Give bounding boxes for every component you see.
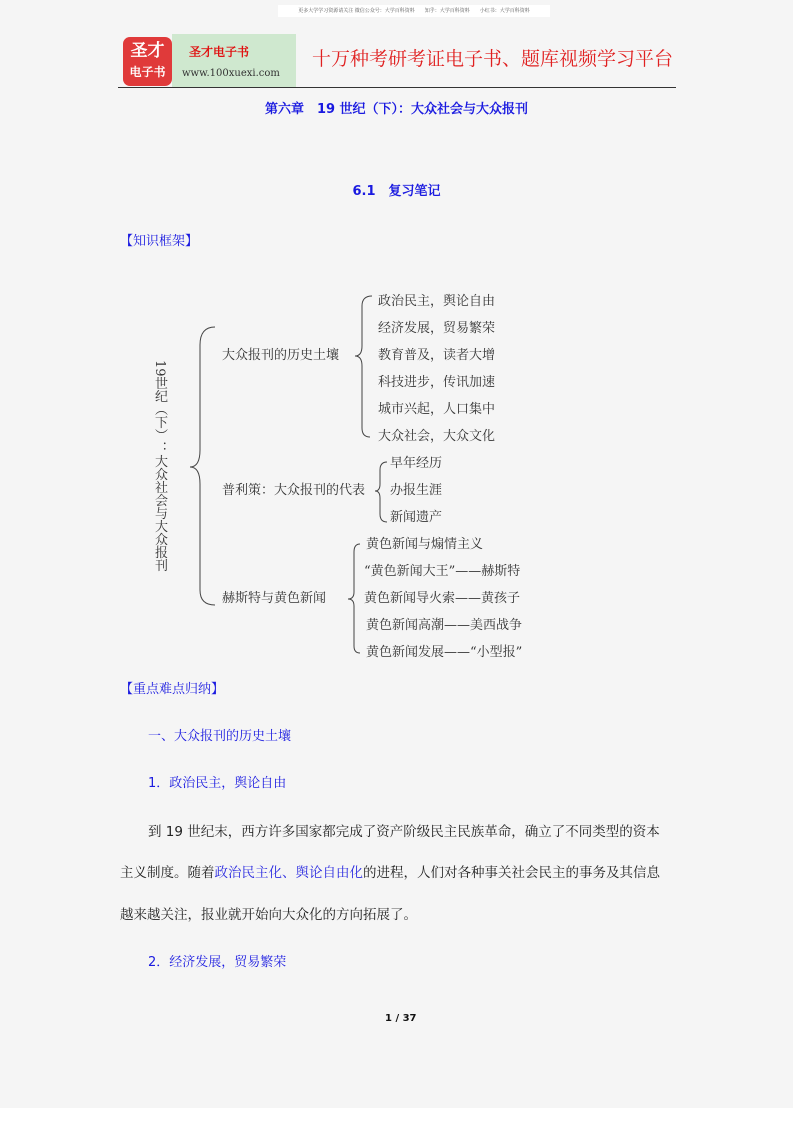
branch-3-item: “黄色新闻大王”——赫斯特 [364, 564, 521, 579]
brace-2 [375, 462, 387, 522]
paragraph-line: 越来越关注，报业就开始向大众化的方向拓展了。 [120, 907, 417, 923]
branch-2-label: 普利策：大众报刊的代表 [222, 483, 366, 498]
logo-text: 圣才 [130, 41, 165, 61]
branch-2-item: 早年经历 [390, 456, 443, 471]
heading-1: 一、大众报刊的历史土壤 [148, 729, 292, 744]
branch-2-item: 新闻遗产 [390, 510, 443, 525]
logo-subtext: 电子书 [129, 65, 166, 79]
key-points-label: 【重点难点归纳】 [120, 682, 225, 697]
brand-url[interactable]: www.100xuexi.com [182, 68, 280, 79]
branch-3-item: 黄色新闻与煽情主义 [366, 537, 484, 552]
branch-1-item: 经济发展，贸易繁荣 [378, 321, 496, 336]
top-note: 更多大学学习资源请关注 微信公众号：大学百科资料 知乎：大学百科资料 小红书：大学百科资料 [278, 5, 550, 17]
brand-name: 圣才电子书 [189, 45, 250, 59]
paragraph-line [120, 861, 660, 881]
subheading-1: 1．政治民主，舆论自由 [148, 776, 287, 791]
highlighted-text: 政治民主化、舆论自由化 [214, 865, 363, 881]
branch-1-item: 城市兴起，人口集中 [378, 402, 496, 417]
root-brace [190, 327, 215, 605]
branch-3-item: 黄色新闻高潮——美西战争 [366, 618, 523, 633]
paragraph-line: 到 19 世纪末，西方许多国家都完成了资产阶级民主民族革命，确立了不同类型的资本 [148, 824, 660, 840]
brace-3 [348, 544, 360, 653]
branch-1-label: 大众报刊的历史土壤 [222, 348, 340, 363]
framework-label: 【知识框架】 [120, 234, 199, 249]
branch-2-item: 办报生涯 [390, 483, 443, 498]
branch-3-label: 赫斯特与黄色新闻 [222, 591, 327, 606]
branch-3-item: 黄色新闻导火索——黄孩子 [364, 591, 521, 606]
branch-3-item: 黄色新闻发展——“小型报” [366, 645, 523, 660]
branch-1-item: 政治民主，舆论自由 [378, 294, 496, 309]
branch-1-item: 大众社会，大众文化 [378, 429, 496, 444]
branch-1-item: 教育普及，读者大增 [378, 348, 496, 363]
brace-1 [355, 296, 372, 437]
text: 的进程，人们对各种事关社会民主的事务及其信息 [363, 865, 660, 881]
branch-1-item: 科技进步，传讯加速 [378, 375, 496, 390]
slogan: 十万种考研考证电子书、题库视频学习平台 [312, 48, 674, 70]
page-number: 1 / 37 [385, 1013, 417, 1024]
subheading-2: 2．经济发展，贸易繁荣 [148, 955, 287, 970]
section-title: 6.1 复习笔记 [352, 184, 441, 199]
chapter-title: 第六章 19 世纪（下）：大众社会与大众报刊 [264, 102, 529, 117]
mindmap-root: 19世纪（下）：大众社会与大众报刊 [152, 360, 167, 572]
text: 主义制度。随着 [120, 865, 215, 881]
